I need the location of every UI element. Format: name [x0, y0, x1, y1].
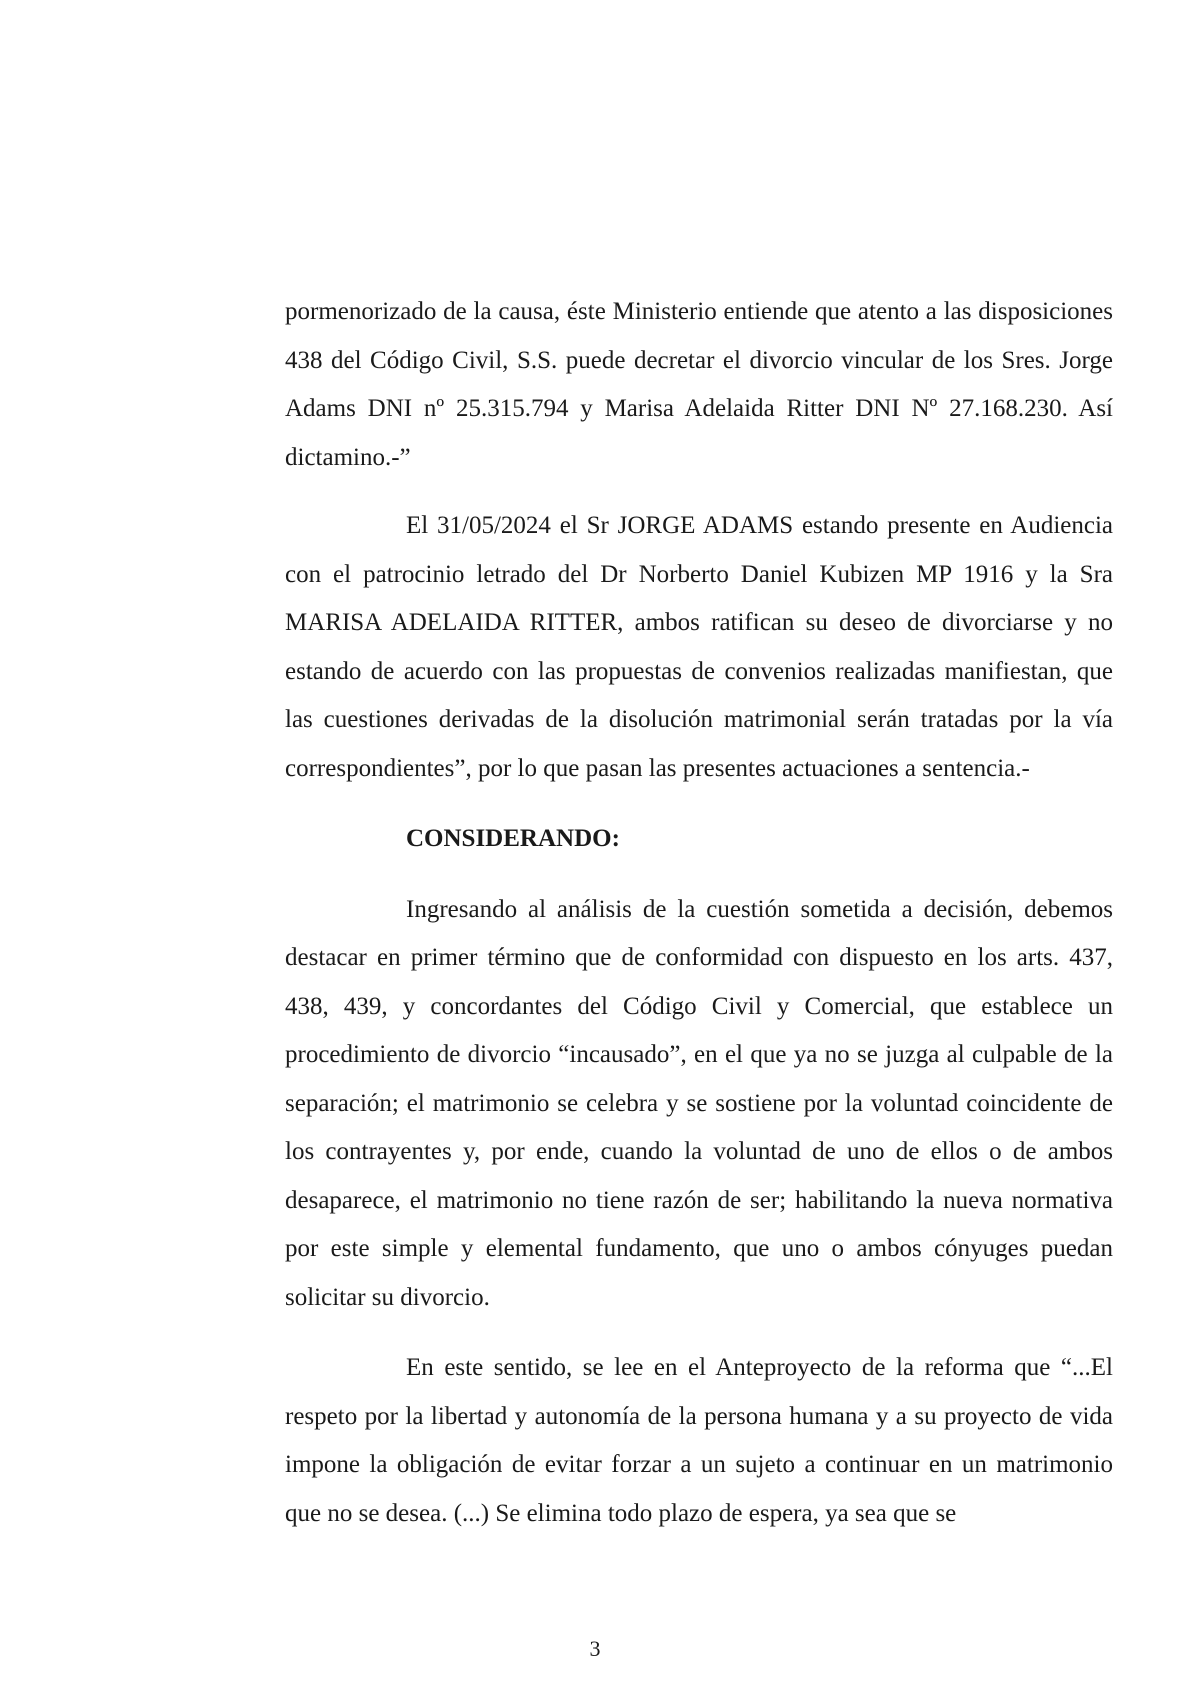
document-body — [285, 288, 1113, 1538]
page-number: 3 — [589, 1636, 601, 1661]
paragraph-audiencia: El 31/05/2024 el Sr JORGE ADAMS estando presente en Audiencia con el patrocinio letrado del Dr Norberto Daniel Kubizen MP 1916 y la Sra MARISA ADELAIDA RITTER, ambos ratifican su deseo de divorciarse y no estando de acuerdo con las propuestas de convenios realizadas manifiestan, que las cuestiones derivadas de la disolución matrimonial serán tratadas por la vía correspondientes”, por lo que pasan las presentes actuaciones a sentencia.- — [285, 512, 1113, 782]
paragraph-anteproyecto: En este sentido, se lee en el Anteproyecto de la reforma que “...El respeto por la libertad y autonomía de la persona humana y a su proyecto de vida impone la obligación de evitar forzar a un sujeto a continuar en un matrimonio que no se desea. (...) Se elimina todo plazo de espera, ya sea que se — [285, 1354, 1113, 1527]
paragraph-analisis: Ingresando al análisis de la cuestión sometida a decisión, debemos destacar en primer término que de conformidad con dispuesto en los arts. 437, 438, 439, y concordantes del Código Civil y Comercial, que establece un procedimiento de divorcio “incausado”, en el que ya no se juzga al culpable de la separación; el matrimonio se celebra y se sostiene por la voluntad coincidente de los contrayentes y, por ende, cuando la voluntad de uno de ellos o de ambos desaparece, el matrimonio no tiene razón de ser; habilitando la nueva normativa por este simple y elemental fundamento, que uno o ambos cónyuges puedan solicitar su divorcio. — [285, 895, 1113, 1311]
paragraph-dictamen-conclusion: pormenorizado de la causa, éste Ministerio entiende que atento a las disposiciones 438 del Código Civil, S.S. puede decretar el divorcio vincular de los Sres. Jorge Adams DNI nº 25.315.794 y Marisa Adelaida Ritter DNI Nº 27.168.230. Así dictamino.-” — [285, 298, 1113, 471]
section-heading-considerando: CONSIDERANDO: — [406, 825, 620, 852]
